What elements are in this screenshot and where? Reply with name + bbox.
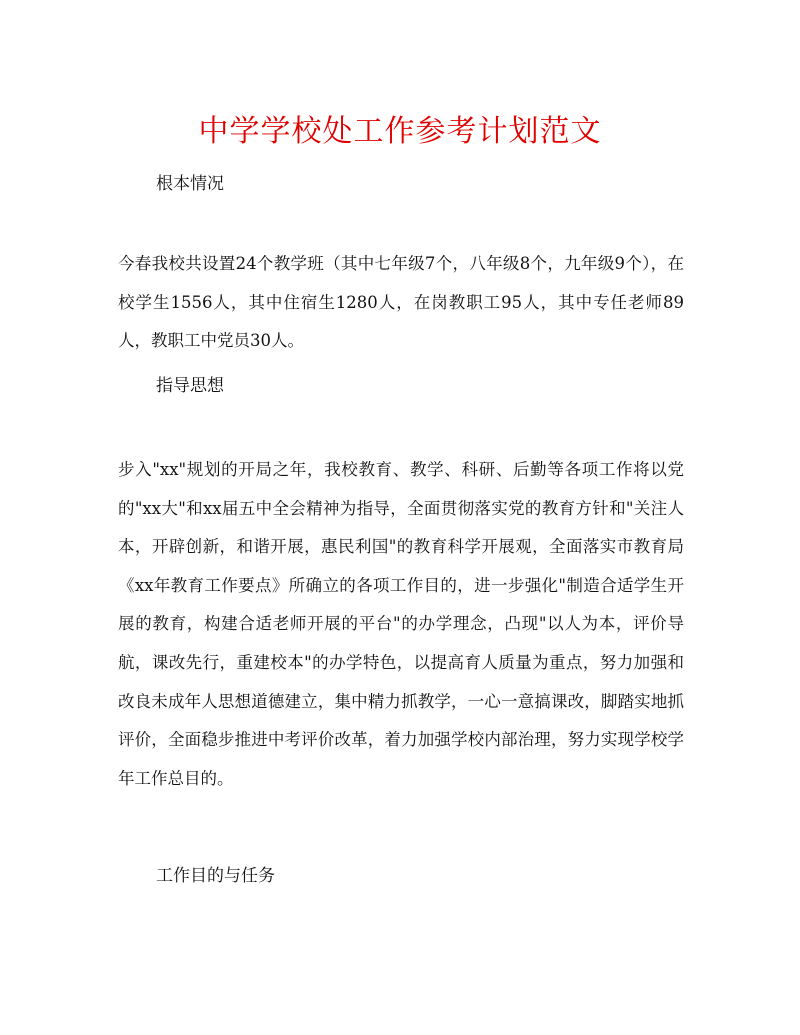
section-paragraph-guiding-ideology: 步入"xx"规划的开局之年，我校教育、教学、科研、后勤等各项工作将以党的"xx大"和xx届五中全会精神为指导，全面贯彻落实党的教育方针和"关注人本，开辟创新，和谐开展，惠民利国"的教育科学开展观，全面落实市教育局《xx年教育工作要点》所确立的各项工作目的，进一步强化"制造合适学生开展的教育，构建合适老师开展的平台"的办学理念，凸现"以人为本，评价导航，课改先行，重建校本"的办学特色，以提高育人质量为重点，努力加强和改良未成年人思想道德建立，集中精力抓教学，一心一意搞课改，脚踏实地抓评价，全面稳步推进中考评价改革，着力加强学校内部治理，努力实现学校学年工作总目的。 <box>118 460 684 788</box>
section-heading-guiding-ideology: 指导思想 <box>156 376 224 396</box>
document-title: 中学学校处工作参考计划范文 <box>198 114 602 149</box>
section-heading-goals-and-tasks: 工作目的与任务 <box>156 866 275 886</box>
section-heading-basic-situation: 根本情况 <box>156 174 224 194</box>
section-paragraph-basic-situation: 今春我校共设置24个教学班（其中七年级7个，八年级8个，九年级9个），在校学生1556人，其中住宿生1280人，在岗教职工95人，其中专任老师89人，教职工中党员30人。 <box>118 254 684 351</box>
